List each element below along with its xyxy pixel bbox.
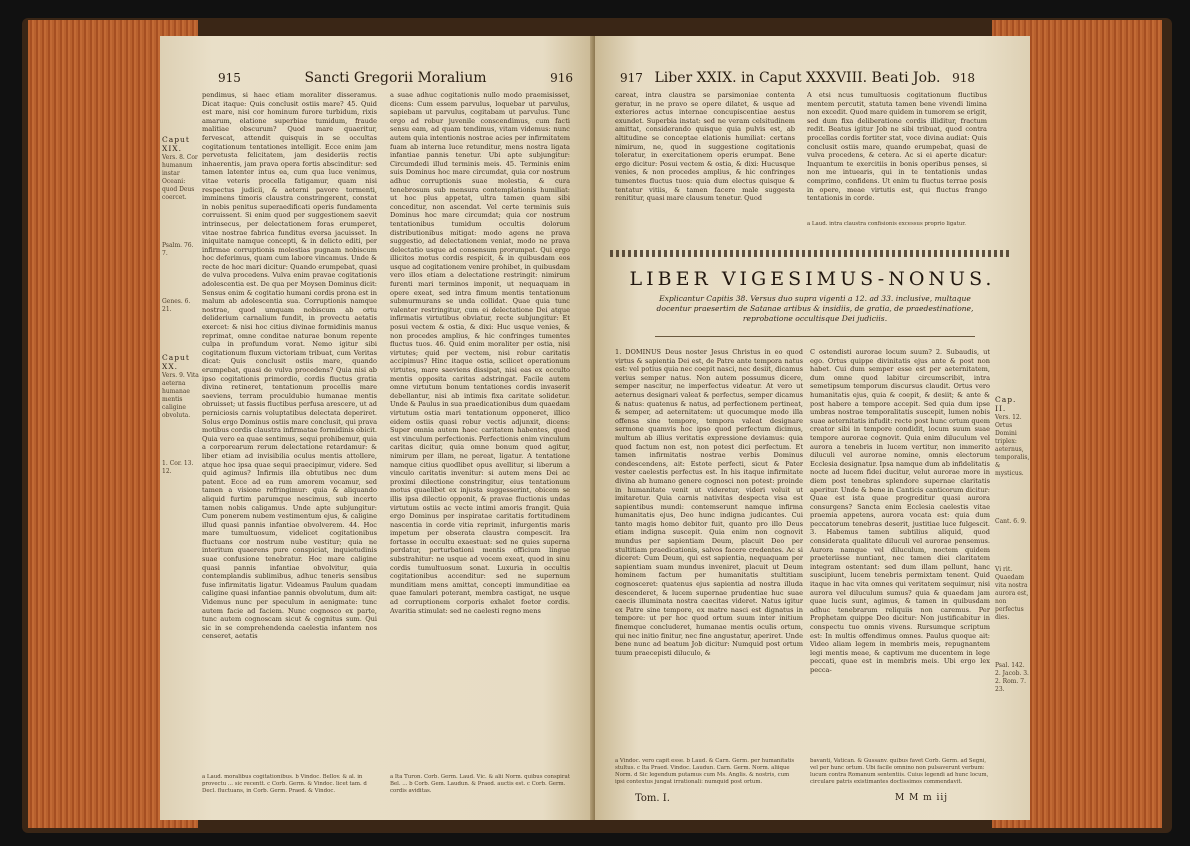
right-page-number-b: 918 [952,71,975,85]
ornamental-band [610,250,1010,257]
margin-note [162,136,200,202]
left-column-1-text: pendimus, si haec etiam moraliter disseramus. Dicat itaque: Quis conclusit ostiis mare? 45. Quid est mare, nisi cor hominum furore turbidum, rixis amarum, elatione superbiae tumidum, fraude malitiae obscurum? Quod mare quaeritur, fervescat, attendit quisquis in se occultas cogitationum tentationes intelligit. Ecce enim jam pervetusta felicitatem, jam desideriis rectis inhaerentis, jam prava opera fortis abscinditur: sed tamen latenter intus ea, cum qua luce venimus, vitae veteris procella fatigamur, quam nisi respectus judicii, & aeterni pavore tormenti, imminens timoris claustra constringerent, constat in nobis penitus superaedificati operis fundamenta corruissent. Si enim quod per suggestionem saevit intrinsecus, per delectationem foras erumperet, vitae nostrae fabrica funditus eversa jacuisset. In iniquitate namque concepti, & in delicto editi, per infirmae corruptionis molestias pugnam nobiscum hoc deferimus, quam cum labore vincamus. Unde & recte de hoc mari dicitur: Quando erumpebat, quasi de vulva procedens. Vulva enim pravae cogitationis adolescentia est. De qua per Moysen Dominus dicit: Sensus enim & cogitatio humani cordis prona est in malum ab adolescentia sua. Corruptionis namque nostrae, quod umquam nobiscum ab ortu deliderium carnalium fundit, in provectu aetatis exercet: & nisi hoc citius divinae formidinis manus reprimat, omne conditae naturae bonum repente culpa in profundum vorat. Nemo igitur sibi cogitationum fluxum victoriam tribuat, cum Veritas dicat: Quis conclusit ostiis mare, quando erumpebat, quasi de vulva procedens? Quia nisi ab ipso cogitationis primordio, cordis fluctus gratia divina retineret, tentationum procellis mare saeviens, terram proculdubio humanae mentis obruisset; ut fassis fluctibus perfusa arescere, ut ad perniciosis carnis voluptatibus delectata deperiret. Solus ergo Dominus ostiis mare conclusit, qui prava motibus cordis claustra infirmatae formidinis obicit. Quia vero ea quae sentimus, sequi prohibemur, quia a corporearum rerum delectatione retardamur: & liber etiam ad invisibilia oculus mentis attollere, atque hoc ipsa quae sequi praecipimur, videre. Sed quid agimus? Infirmis illa obtutibus nec dum patent. Ecce ad ea rum amorem vocamur, sed tamen a visione refringimur: quia & aliquando aliquid furtim parumque nescimus, sub incerto tamen nobis caligamus. Unde apte subjungitur: Cum ponerem nubem vestimentum ejus, & caligine illud quasi pannis infantiae obvolverem. 44. Hoc mare tumultuosum, videlicet cogitationibus fluctuans cor nostrum nube vestitur; quia ne interitum quaerens pure conspiciat, inquietudinis suae confusione tenebratur. Hoc mare caligine quasi pannis infantiae obvolvitur, quia contemplandis sublimibus, adhuc teneris sensibus fuse infirmitatis ligatur. Videamus Paulum quadam caligine quasi infantiae pannis obvolutum, dum ait: Videmus nunc per speculum in aenigmate: tunc autem facie ad faciem. Nunc cognosco ex parte, tunc autem cognoscam sicut & cognitus sum. Qui sic in se comprehendenda caelestia infantem nos censeret, aetatis [202,91,377,641]
margin-note-text: Vi rit. Quaedam vita nostra aurora est, non perfectus dies. [995,566,1029,621]
signature-mark: M M m iij [895,793,949,803]
right-page-number-a: 917 [620,71,643,85]
margin-note-text: Psalm. 76. 7. [162,242,194,257]
right-footnotes-1: a Vindoc. vero capit esse. b Laud. & Carn. Germ. per humanitatis stultus. c Ita Praed. Vindoc. Laudun. Carn. Germ. Norm. aliique Norm. d Sic legendum putamus cum Ms. Anglis. & nostris, cum ipsi contextus jungat irrationali: numquid post ortum. [615,758,795,785]
margin-note [995,566,1029,622]
margin-note [995,662,1029,694]
left-column-2-text: a suae adhuc cogitationis nullo modo praemisisset, dicens: Cum essem parvulus, loquebar ut parvulus, sapiebam ut parvulus, cogitabam ut parvulus. Tunc ergo ad robur juvenile conscendimus, cum facti sensu eam, ad quam tendimus, vitam videmus: nunc autem quia intentionis nostrae acies per infirmitatem fuam ab interna luce retunditur, mens nostra ligata infantiae pannis tenetur. Ubi apte subjungitur: Circumdedi illud terminis meis. 45. Terminis enim suis Dominus hoc mare circumdat, quia cor nostrum adhuc corruptionis suae molestia, & cura tenebrosum sub mensura contemplationis humiliat: ut hoc plus appetat, ultra tamen quam sibi conceditur, non ascendat. Vel certe terminis suis Dominus hoc mare circumdat; quia cor nostrum tentationibus tumidum occultis dolorum distributionibus mitigat: modo agens ne prava suggestio, ad delectationem veniat, modo ne prava delectatio usque ad consensum prorumpat. Qui ergo illicitos motus cordis respicit, & in quibusdam eos usque ad cogitationem venire prohibet, in quibusdam vero illos etiam a delectatione restringit: nimirum furenti mari terminos imponit, ut nequaquam in opere exeat, sed intra fimum mentis tentationum submurmurans se unda collidat. Quae quia tunc valenter restringitur, cum ei delectatione Dei atque infirmatis virtutibus obviatur, recte subjungitur: Et posui vectem & ostia, & dixi: Huc usque venies, & non procedes amplius, & hic confringes tumentes fluctus tuos. 46. Quid enim moraliter per ostia, nisi virtutes; quid per vectem, nisi robur caritatis accipimus? Hinc itaque ostia, scilicet operationum virtutes, mare saeviens dissipat, nisi eas ex occulto mentis opposita caritas adstringat. Facile autem omne virtutum bonum tentationes cordis invaserit debellantur, nisi ab intimis fixa caritate solidetur. Unde & Paulus in sua praedicationibus dum quaedam virtutum ostia mari tentationum opponeret, illico eidem ostiis quasi robur vectis adjunxit, dicens: Super omnia autem haec caritatem habentes, quod est vinculum perfectionis. Perfectionis enim vinculum caritas dicitur, quia omne bonum quod agitur, nimirum per illam, ne pereat, ligatur. A tentatione namque citius quodlibet opus avellitur, si liberum a vinculo caritatis invenitur: si autem mens Dei ac proximi dilectione constringitur, eius tentationum motus quaelibet ex injusta suggesserint, obicem se illis ipsa dilectio opponit, & pravae fluctionis undas virtutum ostiis ac vecte intimi amoris frangit. Quia ergo Dominus per inspiratae caritatis fortitudinem nascentia in corde vitia reprimit, infurgentis maris impetum per obserata claustra compescit. Ira fortasse in occultu exaestuat: sed ne quies superna perdatur, perturbationi mentis officium lingue substrahitur: ne usque ad vocem exeat, quod in sinu cordis tumultuosum sonat. Luxuria in occultis cogitationibus accenditur: sed ne supernum munditiam mens amittat, concepti immunditiae ea quae famulari poterant, membra castigat, ne usque ad corruptionem corporis exhalet foetor cordis. Avaritia stimulat: sed ne caelesti regno mens [390,91,570,615]
left-footnotes-1: a Laud. moralibus cogitationibus. b Vindoc. Bellov. & al. in provectu ... sic recentt. c Corb. Germ. & Vindoc. licet tam. d Decl. fluctuans, in Corb. Germ. Praed. & Vindoc. [202,774,367,794]
margin-note-text: Vers. 8. Cor humanum instar Oceani: quod Deus coercet. [162,154,198,201]
margin-note [162,242,200,258]
right-footnotes-2: bavanti, Vatican. & Gussanv. quibus favet Corb. Germ. ad Segni, vel per hunc ortum. Ubi facile omnino non pulsaverunt verbum: lucum contra Romanum sententiis. Cuius legendi ad hunc locum, circulare patris existimantes doctissimos commendavit. [810,758,989,785]
margin-note-text: Vers. 9. Vita aeterna humanae mentis caligine obvoluta. [162,372,199,419]
right-column-3-text: 1. DOMINUS Deus noster Jesus Christus in eo quod virtus & sapientia Dei est, de Patre ante tempora natus est: vel potius quia nec coepit nasci, nec desiit, dicamus verius semper natus. Non autem possumus dicere, semper nascitur, ne imperfectus videatur. At vero ut aeternus designari valeat & perfectus, semper dicamus & natus: quatenus & natus, ad perfectionem pertineat, & semper, ad aeternitatem: ut quocumque modo illa offensa sine tempore, tempora valeat designare sermone quamvis hoc ipso quod perfectum dicimus, multum ab illius veritatis expressione deviamus: quia quod factum non est, non potest dici perfectum. Et tamen infirmitatis nostrae verbis Dominus condescendens, ait: Estote perfecti, sicut & Pater vester caelestis perfectus est. In his itaque infirmitate divina ab humano genere cognosci non potest: proinde in humanitate venit ut videretur, videri voluit ut imitaretur. Quia carnis nativitas despecta visa est sapientibus mundi: contemserunt namque infirma humanitatis ejus, Deo hunc indigna judicantes. Cui tanto magis homo debitor fuit, quanto pro illo Deus etiam indigna suscepit. Quia enim non cognovit mundus per sapientiam Deum, placuit Deo per stultitiam praedicationis, salvos facere credentes. Ac si diceret: Cum Deum, qui est sapientia, nequaquam per sapientiam suam mundus inveniret, placuit ut Deum hominem factum per humanitatis stultitiam cognosceret: quatenus ejus sapientia ad nostra illuda descenderet, & lucem supernae prudentiae huc suae caecis illuminata nostra caecitas videret. Natus igitur ex Patre sine tempore, ex matre nasci est dignatus in tempore: ut per hoc quod ortum suum inter initium finemque concluderet, humanae mentis oculis ortum, qui nec initio finitur, nec fine angustatur, aperiret. Unde bene nunc ad beatum Job dicitur: Numquid post ortum tuum praecepisti diluculo, & [615,348,803,657]
caput-label: Caput XIX. [162,135,190,153]
volume-label: Tom. I. [635,793,670,804]
left-page [160,36,595,820]
right-top-footnote: a Laud. intra claustra confisionis excessus proprio ligatur. [807,221,966,227]
caput-label: Cap. II. [995,395,1017,413]
left-margin-notes [162,136,200,516]
right-running-header [620,70,975,86]
right-column-4-text: C ostendisti aurorae locum suum? 2. Subaudis, ut ego. Ortus quippe divinitatis ejus ante & post non habet. Cui dum semper esse est per aeternitatem, dum omne quod labitur circumscribit, intra semetipsum temporum discursus claudit. Ortus vero humanitatis ejus, quia & coepit, & desiit; & ante & post habere a tempore accepit. Sed quia dum ipse umbras nostrae temporalitatis suscepit, lumen nobis suae aeternitatis infudit: recte post hunc ortum quem creator sibi in tempore condidit, locum suum suae tempore aurorae cognovit. Quia enim diluculum vel aurora a tenebris in lucem vertitur, non immerito diluculi vel aurorae nomine, omnis electorum Ecclesia designatur. Ipsa namque dum ab infidelitatis nocte ad lucem fidei ducitur, velut aurorae more in diem post tenebras splendore supernae claritatis aperitur. Unde & bene in Canticis canticorum dicitur: Quae est ista quae progreditur quasi aurora consurgens? Sancta enim Ecclesia caelestis vitae praemia appetens, aurora vocata est: quia dum peccatorum tenebras deserit, justitiae luce fulgescit. 3. Habemus tamen subtilius aliquid, quod considerata qualitate diluculi vel aurorae pensemus. Aurora namque vel diluculum, noctem quidem praeteriisse nuntiant, nec tamen diei claritatem integram ostentant: sed dum illam pellunt, hanc suscipiunt, lucem tenebris permixtam tenent. Quid itaque in hac vita omnes qui veritatem sequimur, nisi aurora vel diluculum sumus? quia & quaedam jam quae lucis sunt, agimus, & tamen in quibusdam adhuc tenebrarum reliquiis non caremus. Per Prophetam quippe Deo dicitur: Non justificabitur in conspectu tuo omnis vivens. Rursumque scriptum est: In multis offendimus omnes. Paulus quoque ait: Video aliam legem in membris meis, repugnantem legi mentis meae, & captivum me ducentem in lege peccati, quae est in membris meis. Ubi ergo lex pecca- [810,348,990,674]
margin-note-text: Psal. 142. 2. Jacob. 3. 2. Rom. 7. 23. [995,662,1029,693]
margin-note [995,518,1029,526]
left-footnotes-2: a Ita Turon. Corb. Germ. Laud. Vic. & alii Norm. quibus conspirat Bel. ... b Corb. Gem. Laudun. & Praed. auctis est. c Corb. Germ. cordis aviditas. [390,774,570,794]
margin-note [162,460,200,476]
left-running-title: Sancti Gregorii Moralium [304,70,487,86]
margin-note [995,396,1029,478]
right-column-1-text: careat, intra claustra se parsimoniae contenta geratur, in ne pravo se opere dilatet, & usque ad exteriores actus internae concupiscentiae aestus exundet. Superbia instat: sed ne veram celsitudinem amittat, considerando quisque quia pulvis est, ab altitudine se conceptae elationis humiliat: certans nimirum, ne, quod in suggestione cogitationis toleratur, in exercitationem operis erumpat. Bene ergo dicitur: Posui vectem & ostia, & dixi: Hucusque venies, & non procedes amplius, & hic confringes tumentes fluctus tuos: quia dum electus quisque & tentatur vitiis, & tamen facere male suggesta renititur, quasi mare clausum tenetur. Quod [615,91,795,203]
divider [655,336,975,337]
left-page-number-a: 915 [218,71,241,85]
right-running-title: Liber XXIX. in Caput XXXVIII. Beati Job. [654,70,941,86]
margin-note-text: Genes. 6. 21. [162,298,191,313]
margin-note [162,354,200,420]
left-page-number-b: 916 [550,71,573,85]
margin-note-text: 1. Cor. 13. 12. [162,460,194,475]
caput-label: Caput XX. [162,353,190,371]
book-heading: LIBER VIGESIMUS-NONUS. [629,268,996,290]
chapter-summary: Explicantur Capitis 38. Versus duo supra vigenti a 12. ad 33. inclusive, multaque docentur praesertim de Satanae artibus & insidiis, de gratia, de praedestinatione, reprobatione occultisque Dei judiciis. [656,294,974,323]
right-page [595,36,1030,820]
margin-note [162,298,200,314]
margin-note-text: Vers. 12. Ortus Domini triplex: aeternus, temporalis, & mysticus. [995,414,1030,477]
left-running-header [218,70,573,86]
right-column-2-text: A etsi ncus tumultuosis cogitationum fluctibus mentem percutit, statuta tamen bene vivendi limina non excedit. Quod mare quidem in tumorem se erigit, sed dum fixa deliberatione cordis illiditur, fractum redit. Beatus igitur Job ne sibi tribuat, quod contra procellas cordis fortiter stat, voce divina audiat: Quis conclusit ostiis mare, quando erumpebat, quasi de vulva procedens, & cetera. Ac si ei aperte dicatur: Inquantum te exercitiis in bonis operibus penses, si non me intuearis, qui in te tentationis undas comprimo, confidens. Ut enim tu fluctus terrae posis in opere, meae virtutis est, qui fluctus frango tentationis in corde. [807,91,987,203]
margin-note-text: Cant. 6. 9. [995,518,1027,525]
right-margin-notes [995,396,1029,734]
